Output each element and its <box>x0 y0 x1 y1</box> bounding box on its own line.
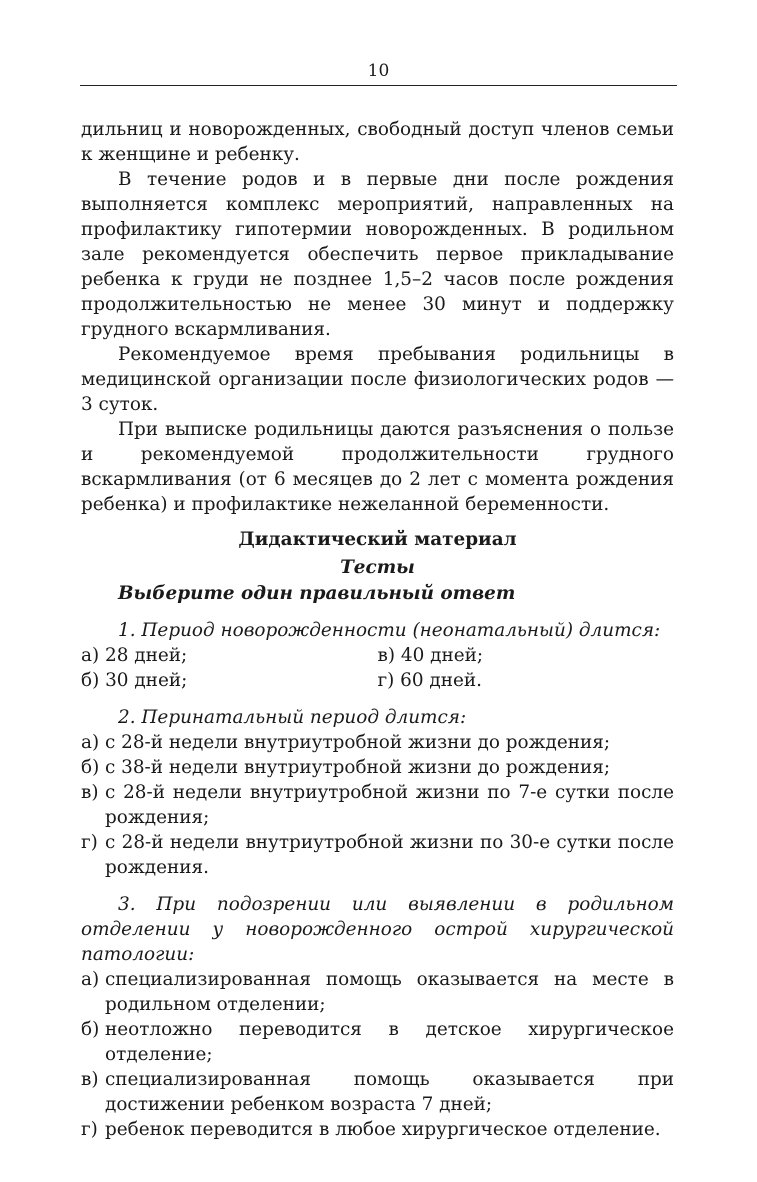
option-text: 30 дней; <box>105 670 188 691</box>
options-column <box>81 643 378 693</box>
option-label: а) <box>81 969 100 990</box>
option-text: специализированная помощь оказывается на месте в родильном отделении; <box>105 969 674 1015</box>
option-label: г) <box>81 1119 98 1140</box>
option-text: 40 дней; <box>400 645 484 666</box>
section-title: Дидактический материал <box>238 529 517 550</box>
option-label: б) <box>81 1019 100 1040</box>
option-b <box>81 668 378 693</box>
paragraph: В течение родов и в первые дни после рождения выполняется комплекс мероприятий, направленных на профилактику гипотермии новорожденных. В родильном зале рекомендуется обеспечить первое прикладывание ребенка к груди не позднее 1,5–2 часов после рождения продолжительностью не менее 30 минут и поддержку грудного вскармливания. <box>81 169 674 340</box>
option-a <box>81 967 674 1017</box>
option-v <box>378 643 675 668</box>
option-label: б) <box>81 670 100 691</box>
question-1-options <box>81 643 674 693</box>
options-column <box>378 643 675 693</box>
page-body <box>81 117 674 1142</box>
option-g <box>81 830 674 880</box>
option-a <box>81 730 674 755</box>
option-text: 28 дней; <box>105 645 188 666</box>
page-number: 10 <box>367 61 390 81</box>
option-label: б) <box>81 757 100 778</box>
option-g <box>378 668 675 693</box>
question-1: 1. Период новорожденности (неонатальный) длится: <box>118 620 661 641</box>
option-text: 60 дней. <box>400 670 482 691</box>
paragraph: При выписке родильницы даются разъяснения о пользе и рекомендуемой продолжительности грудного вскармливания (от 6 месяцев до 2 лет с момента рождения ребенка) и профилактике нежеланной беременности. <box>81 419 674 515</box>
option-v <box>81 1067 674 1117</box>
option-text: с 28-й недели внутриутробной жизни до рождения; <box>105 732 611 753</box>
option-a <box>81 643 378 668</box>
option-text: неотложно переводится в детское хирургическое отделение; <box>105 1019 674 1065</box>
question-2: 2. Перинатальный период длится: <box>118 707 467 728</box>
option-text: ребенок переводится в любое хирургическое отделение. <box>105 1119 661 1140</box>
option-text: с 28-й недели внутриутробной жизни по 30-е сутки после рождения. <box>105 832 674 878</box>
section-subtitle: Тесты <box>340 557 415 578</box>
option-label: г) <box>377 670 395 691</box>
option-text: с 28-й недели внутриутробной жизни по 7-е сутки после рождения; <box>105 782 674 828</box>
option-text: специализированная помощь оказывается при достижении ребенком возраста 7 дней; <box>105 1069 674 1115</box>
option-text: с 38-й недели внутриутробной жизни до рождения; <box>105 757 611 778</box>
option-v <box>81 780 674 830</box>
option-label: в) <box>81 782 99 803</box>
option-label: а) <box>81 645 100 666</box>
paragraph: дильниц и новорожденных, свободный доступ членов семьи к женщине и ребенку. <box>81 119 674 165</box>
header-rule <box>80 85 677 86</box>
option-label: г) <box>81 832 98 853</box>
option-label: в) <box>377 645 396 666</box>
instruction: Выберите один правильный ответ <box>118 583 516 604</box>
paragraph: Рекомендуемое время пребывания родильницы в медицинской организации после физиологических родов — 3 суток. <box>81 344 674 415</box>
option-b <box>81 755 674 780</box>
question-3: 3. При подозрении или выявлении в родильном отделении у новорожденного острой хирургической патологии: <box>81 894 674 965</box>
option-label: в) <box>81 1069 99 1090</box>
option-g <box>81 1117 674 1142</box>
option-label: а) <box>81 732 100 753</box>
option-b <box>81 1017 674 1067</box>
